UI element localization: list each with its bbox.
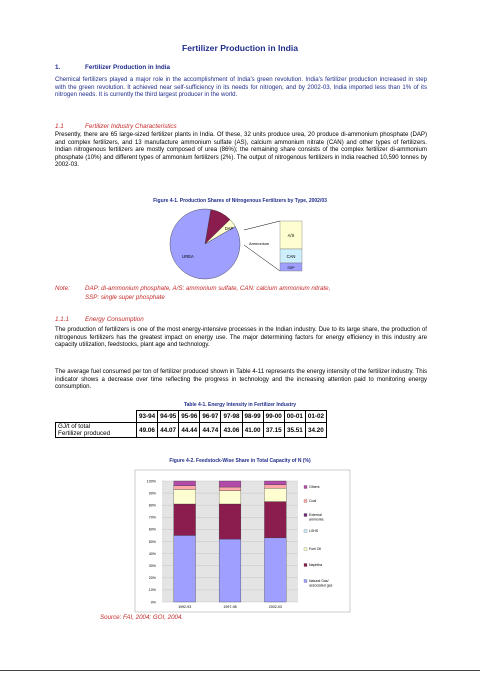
legend-swatch bbox=[304, 564, 307, 567]
section-number: 1.1 bbox=[55, 123, 64, 130]
legend-label: Naphtha bbox=[309, 563, 323, 567]
section-heading-1-1-1 bbox=[55, 316, 144, 323]
bar-segment bbox=[174, 535, 196, 602]
source-note: Source: FAI, 2004; GOI, 2004. bbox=[100, 614, 184, 621]
y-tick-label: 20% bbox=[148, 576, 156, 581]
explode-line-bottom bbox=[244, 245, 280, 271]
section-title: Fertilizer Production in India bbox=[85, 64, 171, 71]
legend-label: Fuel Oil bbox=[309, 547, 322, 551]
section-1-1-1-paragraph-1: The production of fertilizers is one of the most energy-intensive processes in the Indian industry. Due to its large share, the production of nitrogenous fertilizers has the greatest impact on energy use. The major determining factors for energy efficiency in this industry are capacity utilization, feedstocks, plant age and technology. bbox=[55, 326, 427, 349]
table-year: 97-98 bbox=[221, 411, 242, 423]
sub-bar-label-can: CAN bbox=[286, 254, 296, 259]
pie-label-ammonium: Ammonium bbox=[249, 241, 270, 246]
section-number: 1. bbox=[55, 64, 61, 71]
bar-segment bbox=[219, 539, 241, 602]
table-year: 01-02 bbox=[305, 411, 326, 423]
table-year: 99-00 bbox=[263, 411, 284, 423]
bar-segment bbox=[219, 487, 241, 491]
section-1-1-1-paragraph-2: The average fuel consumed per ton of fertilizer produced shown in Table 4-11 represents the energy intensity of the fertilizer industry. This indicator shows a decrease over time reflecting the progress in technology and the increasing attention paid to monitoring energy consumption. bbox=[55, 368, 427, 391]
legend-swatch bbox=[304, 580, 307, 583]
table-row-label bbox=[56, 423, 137, 438]
table-cell: 34.20 bbox=[305, 423, 326, 438]
bar-segment bbox=[264, 481, 286, 485]
table-cell: 44.07 bbox=[158, 423, 179, 438]
legend-label: LSHS bbox=[309, 529, 319, 533]
y-tick-label: 0% bbox=[150, 600, 156, 605]
table-cell: 37.15 bbox=[263, 423, 284, 438]
legend-label: Others bbox=[309, 485, 320, 489]
y-tick-label: 100% bbox=[146, 479, 156, 484]
pie-label-urea: UREA bbox=[182, 254, 194, 259]
bar-segment bbox=[174, 489, 196, 504]
table-cell: 35.51 bbox=[284, 423, 305, 438]
sub-bar-label-as: A/S bbox=[287, 233, 295, 238]
y-tick-label: 80% bbox=[148, 503, 156, 508]
legend-swatch bbox=[304, 530, 307, 533]
table-caption: Table 4-1. Energy Intensity in Fertilizer Industry bbox=[183, 402, 297, 408]
note-label: Note: bbox=[55, 285, 70, 292]
table-row bbox=[56, 423, 327, 438]
bar-segment bbox=[264, 538, 286, 602]
table-cell: 44.74 bbox=[200, 423, 221, 438]
note-line-2: SSP: single super phosphate bbox=[85, 294, 165, 301]
legend-label: Coal bbox=[309, 499, 317, 503]
bar-segment bbox=[174, 481, 196, 486]
figure-2-caption: Figure 4-2. Feedstock-Wise Share in Total Capacity of N (%) bbox=[169, 458, 311, 464]
table-year: 96-97 bbox=[200, 411, 221, 423]
table-cell: 43.06 bbox=[221, 423, 242, 438]
table-corner bbox=[56, 411, 137, 423]
legend-label: Natural Gas/ associated gas bbox=[309, 579, 333, 588]
table-year: 93-94 bbox=[137, 411, 158, 423]
section-title: Fertilizer Industry Characteristics bbox=[85, 123, 177, 130]
x-tick-label: 1992-93 bbox=[178, 605, 192, 609]
sub-bar-label-ssp: SSP bbox=[287, 266, 295, 270]
pie-slices bbox=[170, 209, 240, 279]
legend-swatch bbox=[304, 548, 307, 551]
page-bottom-rule bbox=[0, 670, 480, 671]
row-label-line-1: GJ/t of total bbox=[58, 423, 91, 430]
table-year: 98-99 bbox=[242, 411, 263, 423]
note-text-1: DAP: di-ammonium phosphate, A/S: ammonium sulfate, CAN: calcium ammonium nitrate, bbox=[85, 285, 331, 292]
y-tick-label: 10% bbox=[148, 588, 156, 593]
stacked-bar-chart bbox=[0, 466, 480, 616]
bar-segment bbox=[174, 486, 196, 490]
section-heading-1-1 bbox=[55, 123, 177, 130]
y-tick-label: 50% bbox=[148, 539, 156, 544]
section-number: 1.1.1 bbox=[55, 316, 70, 323]
bar-segment bbox=[174, 504, 196, 535]
explode-line-top bbox=[244, 221, 280, 230]
y-tick-label: 30% bbox=[148, 564, 156, 568]
section-title: Energy Consumption bbox=[85, 316, 144, 323]
table-cell: 41.00 bbox=[242, 423, 263, 438]
y-tick-label: 40% bbox=[148, 551, 156, 556]
row-label-line-2: Fertilizer produced bbox=[58, 430, 111, 437]
bar-segment bbox=[264, 485, 286, 489]
table-year: 94-95 bbox=[158, 411, 179, 423]
section-heading-1 bbox=[55, 64, 170, 71]
section-1-1-paragraph: Presently, there are 65 large-sized fertilizer plants in India. Of these, 32 units produce urea, 20 produce di-ammonium phosphate (DAP) and complex fertilizers, and 13 manufacture ammonium sulfate (AS), calcium ammonium nitrate (CAN) and other types of fertilizers. Indian nitrogenous fertilizers are mostly composed of urea (86%); the remaining share consists of the complex fertilizer di-ammonium phosphate (10%) and different types of ammonium fertilizers (2%). The output of nitrogenous fertilizers in India reached 10,590 tonnes by 2002-03. bbox=[55, 131, 427, 169]
legend-label: External ammonia bbox=[309, 513, 324, 522]
y-tick-label: 60% bbox=[148, 527, 156, 532]
pie-label-dap: DAP bbox=[224, 226, 234, 231]
x-tick-label: 2002-03 bbox=[268, 605, 282, 609]
bar-segment bbox=[219, 481, 241, 487]
table-cell: 44.44 bbox=[179, 423, 200, 438]
table-header-row bbox=[56, 411, 327, 423]
table-cell: 49.06 bbox=[137, 423, 158, 438]
note-line-1 bbox=[55, 284, 330, 293]
y-tick-label: 90% bbox=[148, 491, 156, 496]
bar-segment bbox=[219, 491, 241, 504]
legend-swatch bbox=[304, 500, 307, 503]
y-tick-label: 70% bbox=[148, 515, 156, 520]
x-tick-label: 1997-98 bbox=[223, 605, 237, 609]
figure-1-caption: Figure 4-1. Production Shares of Nitrogenous Fertilizers by Type, 2002/03 bbox=[153, 198, 327, 204]
page-title: Fertilizer Production in India bbox=[181, 43, 299, 53]
bar-segment bbox=[219, 504, 241, 539]
bar-segment bbox=[264, 488, 286, 501]
legend-swatch bbox=[304, 486, 307, 489]
pie-chart bbox=[0, 205, 480, 285]
legend-swatch bbox=[304, 514, 307, 517]
figure-note bbox=[55, 284, 330, 302]
bars bbox=[174, 481, 286, 602]
energy-intensity-table bbox=[55, 410, 327, 438]
table-year: 95-96 bbox=[179, 411, 200, 423]
bar-segment bbox=[264, 502, 286, 538]
table-year: 00-01 bbox=[284, 411, 305, 423]
section-1-paragraph: Chemical fertilizers played a major role in the accomplishment of India's green revolution. India's fertilizer production increased in step with the green revolution. It achieved near self-sufficiency in its needs for nitrogen, and by 2002-03, India imported less than 1% of its nitrogen needs. It is currently the third largest producer in the world. bbox=[55, 76, 427, 99]
